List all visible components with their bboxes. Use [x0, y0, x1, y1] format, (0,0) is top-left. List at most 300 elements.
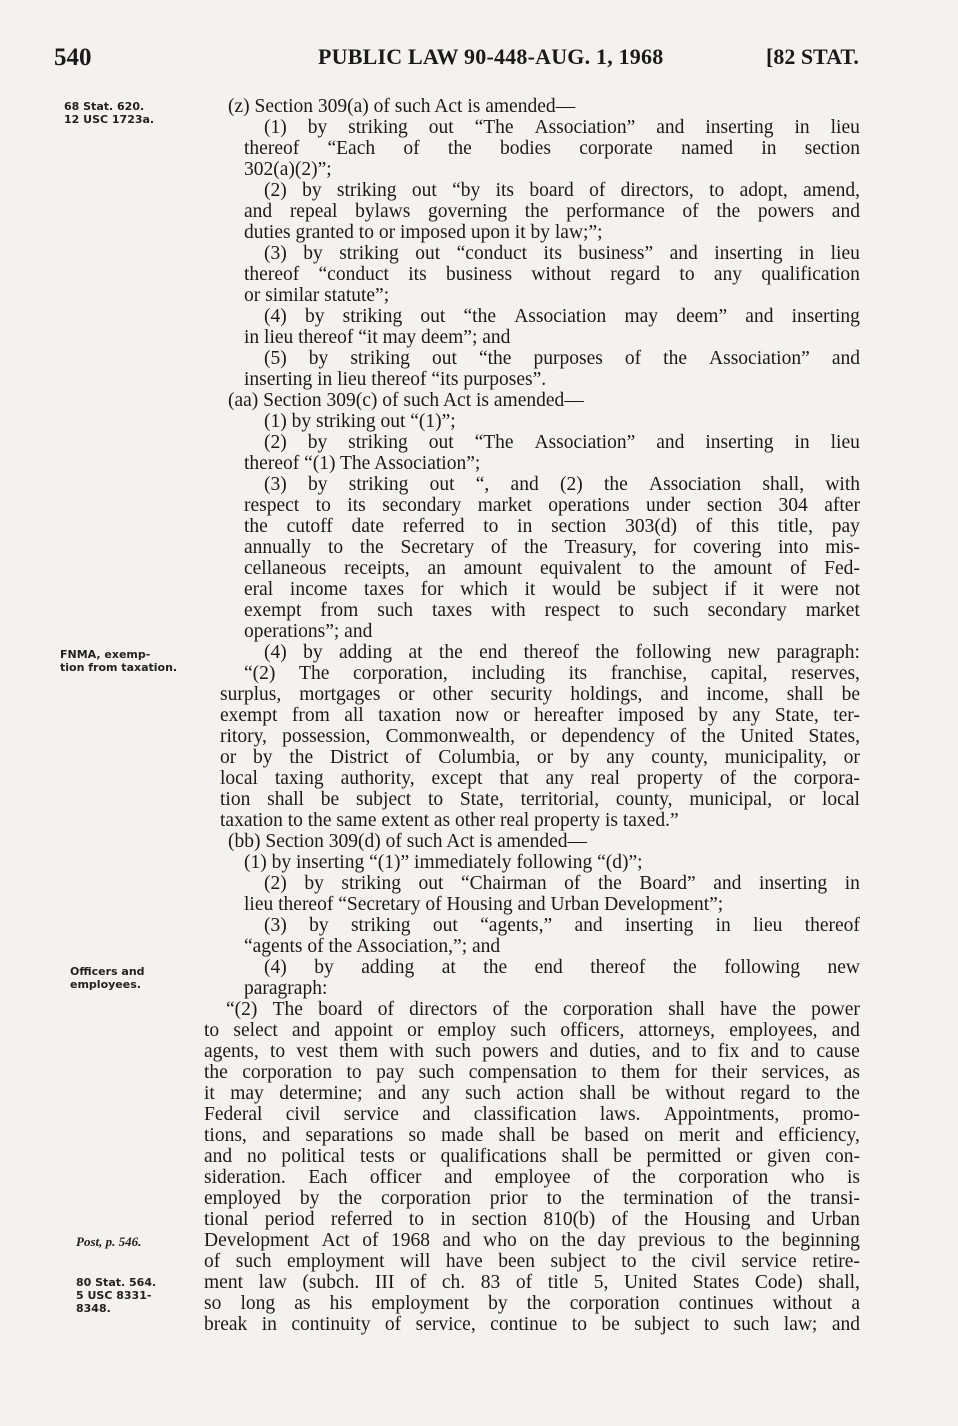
- word: with: [389, 1041, 424, 1062]
- text-line: [244, 663, 860, 684]
- text-line: [204, 1020, 860, 1041]
- justified-words: [204, 1020, 860, 1041]
- word: appoint: [334, 1020, 393, 1041]
- word: of: [669, 726, 687, 747]
- word: is: [846, 1167, 860, 1188]
- word: to: [679, 264, 695, 285]
- justified-words: [244, 138, 860, 159]
- text-line: paragraph:: [244, 978, 328, 999]
- word: and: [204, 1146, 233, 1167]
- word: been: [498, 1251, 536, 1272]
- word: lieu: [830, 117, 860, 138]
- word: States,: [808, 726, 860, 747]
- justified-words: [244, 537, 860, 558]
- justified-words: [264, 243, 860, 264]
- word: merit: [678, 1125, 720, 1146]
- justified-words: [264, 474, 860, 495]
- word: Association: [649, 474, 742, 495]
- word: to: [591, 1062, 607, 1083]
- word: and: [442, 1230, 471, 1251]
- word: employment: [287, 1251, 385, 1272]
- word: by: [314, 957, 334, 978]
- word: including: [471, 663, 546, 684]
- word: the: [204, 1062, 228, 1083]
- word: United: [740, 726, 794, 747]
- justified-words: [204, 1293, 860, 1314]
- word: out: [411, 180, 437, 201]
- word: have: [720, 999, 757, 1020]
- justified-words: [204, 1062, 860, 1083]
- word: 810(b): [543, 1209, 596, 1230]
- word: to: [327, 537, 344, 558]
- word: in: [798, 243, 815, 264]
- word: them: [621, 1062, 661, 1083]
- word: or: [843, 747, 860, 768]
- justified-words: [264, 432, 860, 453]
- word: imposed: [617, 705, 684, 726]
- word: be: [841, 684, 860, 705]
- word: classification: [473, 1104, 577, 1125]
- word: and: [574, 915, 603, 936]
- word: mortgages: [299, 684, 381, 705]
- word: exempt: [244, 600, 302, 621]
- word: Association”: [534, 432, 636, 453]
- word: employ: [437, 1020, 497, 1041]
- justified-words: [204, 1125, 860, 1146]
- word: county,: [615, 789, 673, 810]
- word: regard: [740, 1083, 791, 1104]
- word: and: [660, 684, 689, 705]
- word: from: [320, 600, 359, 621]
- word: Fed-: [824, 558, 860, 579]
- word: the: [595, 642, 620, 663]
- text-line: [204, 1062, 860, 1083]
- text-line: 302(a)(2)”;: [244, 159, 332, 180]
- word: to: [805, 1083, 821, 1104]
- word: for: [653, 537, 677, 558]
- word: (2): [264, 180, 287, 201]
- text-line: operations”; and: [244, 621, 373, 642]
- word: Urban: [811, 1209, 860, 1230]
- word: corporation,: [352, 663, 448, 684]
- word: “,: [475, 474, 490, 495]
- word: referred: [330, 1209, 393, 1230]
- word: compensation: [468, 1062, 578, 1083]
- text-line: [244, 579, 860, 600]
- word: out: [415, 243, 441, 264]
- text-line: [220, 705, 860, 726]
- word: any: [545, 768, 574, 789]
- word: by: [302, 180, 322, 201]
- word: officers,: [560, 1020, 625, 1041]
- word: by: [308, 348, 329, 369]
- word: adopt,: [739, 180, 788, 201]
- word: out: [429, 474, 455, 495]
- word: “agents,”: [480, 915, 553, 936]
- word: of: [377, 999, 394, 1020]
- word: powers: [757, 201, 815, 222]
- text-line: [244, 516, 860, 537]
- word: lieu: [830, 243, 860, 264]
- word: in: [761, 138, 777, 159]
- word: and: [831, 201, 860, 222]
- word: “Each: [327, 138, 376, 159]
- word: of: [515, 1272, 533, 1293]
- text-line: (z) Section 309(a) of such Act is amended—: [228, 96, 576, 117]
- word: governing: [428, 201, 508, 222]
- justified-words: [204, 1251, 860, 1272]
- word: State,: [774, 705, 819, 726]
- word: inserting: [705, 432, 774, 453]
- word: all: [344, 705, 364, 726]
- word: title: [547, 1272, 579, 1293]
- word: section: [471, 1209, 528, 1230]
- word: corporate: [579, 138, 653, 159]
- word: Each: [308, 1167, 348, 1188]
- word: tests: [360, 1146, 395, 1167]
- word: of: [384, 1314, 402, 1335]
- word: as: [294, 1293, 311, 1314]
- word: shall: [579, 1083, 617, 1104]
- word: a: [851, 1293, 860, 1314]
- word: 5,: [593, 1272, 609, 1293]
- word: the: [561, 1230, 586, 1251]
- word: the: [524, 999, 548, 1020]
- word: section: [706, 495, 763, 516]
- word: of: [204, 1251, 221, 1272]
- word: by: [309, 915, 329, 936]
- word: by: [569, 747, 590, 768]
- word: it: [204, 1083, 215, 1104]
- word: officer: [369, 1167, 422, 1188]
- word: the: [447, 138, 472, 159]
- word: by: [307, 432, 328, 453]
- word: to: [546, 1188, 562, 1209]
- word: and: [831, 1020, 860, 1041]
- word: taxes: [431, 600, 473, 621]
- word: and: [444, 1167, 473, 1188]
- word: be: [613, 1146, 632, 1167]
- text-line: [244, 201, 860, 222]
- word: of: [611, 1209, 628, 1230]
- word: by: [303, 642, 323, 663]
- word: bylaws: [355, 201, 411, 222]
- margin-note-line: 12 USC 1723a.: [64, 113, 155, 126]
- word: now: [455, 705, 489, 726]
- word: “the: [463, 306, 496, 327]
- word: of: [410, 1272, 427, 1293]
- word: on: [644, 1125, 664, 1146]
- word: in: [794, 432, 810, 453]
- margin-note-line: 68 Stat. 620.: [64, 100, 145, 113]
- word: secondary: [382, 495, 462, 516]
- text-line: [204, 1146, 860, 1167]
- word: end: [479, 642, 508, 663]
- word: in: [517, 516, 533, 537]
- word: promo-: [802, 1104, 860, 1125]
- text-line: [220, 684, 860, 705]
- word: would: [552, 579, 601, 600]
- word: (2): [264, 432, 287, 453]
- word: or: [409, 1146, 426, 1167]
- text-line: (1) by striking out “(1)”;: [264, 411, 456, 432]
- word: lieu: [753, 915, 783, 936]
- word: shall,: [762, 474, 805, 495]
- word: cutoff: [286, 516, 333, 537]
- word: “conduct: [318, 264, 389, 285]
- justified-words: [244, 516, 860, 537]
- word: shall,: [818, 1272, 860, 1293]
- word: eral: [244, 579, 274, 600]
- text-line: or similar statute”;: [244, 285, 390, 306]
- text-line: [204, 1104, 860, 1125]
- word: may: [230, 1083, 264, 1104]
- word: subject: [652, 579, 708, 600]
- word: the: [672, 558, 696, 579]
- word: the: [745, 1230, 770, 1251]
- text-line: [264, 432, 860, 453]
- word: regard: [610, 264, 661, 285]
- statute-volume: [82 STAT.: [766, 44, 859, 69]
- word: paragraph:: [776, 642, 860, 663]
- word: for: [674, 1062, 698, 1083]
- word: the: [772, 999, 796, 1020]
- text-line: [204, 1293, 860, 1314]
- word: corpora-: [793, 768, 860, 789]
- justified-words: [204, 1230, 860, 1251]
- word: to: [483, 516, 499, 537]
- word: adding: [339, 642, 393, 663]
- word: the: [483, 957, 508, 978]
- word: have: [445, 1251, 483, 1272]
- word: directors: [409, 999, 478, 1020]
- word: break: [204, 1314, 248, 1335]
- word: and: [262, 1125, 291, 1146]
- word: annually: [244, 537, 312, 558]
- word: service: [741, 1251, 797, 1272]
- word: board: [529, 180, 574, 201]
- word: such: [652, 600, 689, 621]
- word: 304: [778, 495, 808, 516]
- text-line: (aa) Section 309(c) of such Act is amended—: [228, 390, 584, 411]
- word: municipal,: [689, 789, 773, 810]
- word: out: [418, 873, 444, 894]
- word: section: [551, 516, 607, 537]
- word: (3): [264, 474, 287, 495]
- word: without: [772, 1293, 833, 1314]
- word: by: [307, 117, 328, 138]
- text-line: [264, 117, 860, 138]
- word: striking: [350, 915, 411, 936]
- word: of: [695, 516, 713, 537]
- text-line: [264, 642, 860, 663]
- word: to: [703, 1314, 720, 1335]
- word: previous: [638, 1230, 706, 1251]
- word: and: [549, 1041, 578, 1062]
- word: repeal: [289, 201, 338, 222]
- word: and: [651, 1041, 681, 1062]
- text-line: [244, 264, 860, 285]
- text-line: [264, 180, 860, 201]
- word: by: [304, 873, 324, 894]
- word: striking: [342, 306, 403, 327]
- word: and: [766, 1209, 795, 1230]
- word: to: [571, 1314, 587, 1335]
- margin-note-line: employees.: [70, 978, 141, 991]
- text-line: [244, 537, 860, 558]
- word: political: [281, 1146, 346, 1167]
- word: which: [460, 579, 508, 600]
- word: the: [603, 474, 628, 495]
- text-line: [264, 957, 860, 978]
- word: “the: [478, 348, 512, 369]
- justified-words: [220, 726, 860, 747]
- word: of: [405, 747, 422, 768]
- word: after: [824, 495, 860, 516]
- word: except: [431, 768, 483, 789]
- justified-words: [220, 747, 860, 768]
- text-line: [264, 348, 860, 369]
- word: striking: [341, 873, 401, 894]
- text-line: (bb) Section 309(d) of such Act is amended—: [228, 831, 588, 852]
- justified-words: [220, 768, 860, 789]
- word: date: [351, 516, 385, 537]
- margin-note-fnma-tax: [60, 648, 200, 674]
- word: of: [564, 873, 581, 894]
- page-number: 540: [54, 44, 92, 71]
- text-line: lieu thereof “Secretary of Housing and Urban Development”;: [244, 894, 724, 915]
- margin-note-line: 5 USC 8331-: [76, 1289, 152, 1302]
- word: subject: [355, 789, 412, 810]
- word: “by: [452, 180, 481, 201]
- word: to: [204, 1020, 220, 1041]
- justified-words: [244, 201, 860, 222]
- word: (5): [264, 348, 287, 369]
- text-line: [204, 1230, 860, 1251]
- word: mis-: [825, 537, 860, 558]
- word: long: [240, 1293, 276, 1314]
- word: the: [644, 1209, 668, 1230]
- word: inserting: [758, 873, 828, 894]
- word: an: [427, 558, 446, 579]
- word: and: [735, 1125, 764, 1146]
- word: to: [269, 1041, 286, 1062]
- word: to: [408, 1209, 425, 1230]
- justified-words: [204, 1104, 860, 1125]
- word: 1968: [390, 1230, 430, 1251]
- word: and: [831, 1314, 860, 1335]
- word: directors,: [620, 180, 694, 201]
- text-line: [204, 1188, 860, 1209]
- word: exempt: [220, 705, 278, 726]
- word: following: [724, 957, 801, 978]
- word: new: [727, 642, 761, 663]
- word: no: [246, 1146, 267, 1167]
- justified-words: [204, 1146, 860, 1167]
- text-line: “agents of the Association,”; and: [244, 936, 501, 957]
- running-head: PUBLIC LAW 90-448-AUG. 1, 1968: [318, 44, 664, 69]
- word: striking: [348, 117, 408, 138]
- word: amend,: [803, 180, 860, 201]
- word: or: [536, 747, 554, 768]
- word: from: [291, 705, 330, 726]
- word: continue: [490, 1314, 558, 1335]
- word: subject: [550, 1251, 606, 1272]
- word: dependency: [561, 726, 655, 747]
- word: corporation: [242, 1062, 333, 1083]
- word: or: [736, 1146, 753, 1167]
- word: sideration.: [204, 1167, 286, 1188]
- word: corporation: [563, 999, 653, 1020]
- word: ch.: [441, 1272, 466, 1293]
- word: its: [495, 180, 514, 201]
- text-line: [264, 474, 860, 495]
- word: by: [698, 705, 718, 726]
- word: their: [711, 1062, 748, 1083]
- word: its: [543, 243, 562, 264]
- word: to: [315, 495, 331, 516]
- word: inserting: [714, 243, 783, 264]
- word: in: [794, 117, 810, 138]
- word: to: [621, 1251, 637, 1272]
- word: of: [682, 201, 699, 222]
- word: to: [346, 1062, 362, 1083]
- text-line: (1) by inserting “(1)” immediately following “(d)”;: [244, 852, 643, 873]
- word: purposes: [533, 348, 603, 369]
- word: law: [258, 1272, 287, 1293]
- word: the: [631, 1167, 656, 1188]
- justified-words: [264, 306, 860, 327]
- word: of: [593, 1167, 610, 1188]
- word: inserting: [791, 306, 860, 327]
- word: taxes: [363, 579, 405, 600]
- word: such: [465, 1083, 501, 1104]
- word: to: [790, 1041, 806, 1062]
- word: 83: [480, 1272, 501, 1293]
- word: “(2): [226, 999, 258, 1020]
- word: civil: [691, 1251, 726, 1272]
- word: Columbia,: [438, 747, 521, 768]
- word: permitted: [646, 1146, 722, 1167]
- text-line: [244, 495, 860, 516]
- word: by: [253, 747, 273, 768]
- word: such: [418, 1062, 455, 1083]
- word: District: [329, 747, 389, 768]
- word: taxing: [274, 768, 324, 789]
- word: made: [441, 1125, 484, 1146]
- justified-words: [220, 684, 860, 705]
- word: period: [264, 1209, 315, 1230]
- word: thereof: [804, 915, 860, 936]
- word: beginning: [781, 1230, 860, 1251]
- justified-words: [204, 1188, 860, 1209]
- word: ter-: [833, 705, 860, 726]
- justified-words: [226, 999, 860, 1020]
- word: thereof: [590, 957, 646, 978]
- word: or: [788, 789, 806, 810]
- justified-words: [244, 495, 860, 516]
- text-line: [204, 1083, 860, 1104]
- word: taxation: [378, 705, 441, 726]
- word: its: [347, 495, 366, 516]
- word: its: [408, 264, 427, 285]
- word: continuity: [291, 1314, 371, 1335]
- text-line: thereof “(1) The Association”;: [244, 453, 481, 474]
- word: in: [715, 915, 731, 936]
- word: such: [733, 1314, 770, 1335]
- justified-words: [264, 117, 860, 138]
- word: shall: [561, 1146, 599, 1167]
